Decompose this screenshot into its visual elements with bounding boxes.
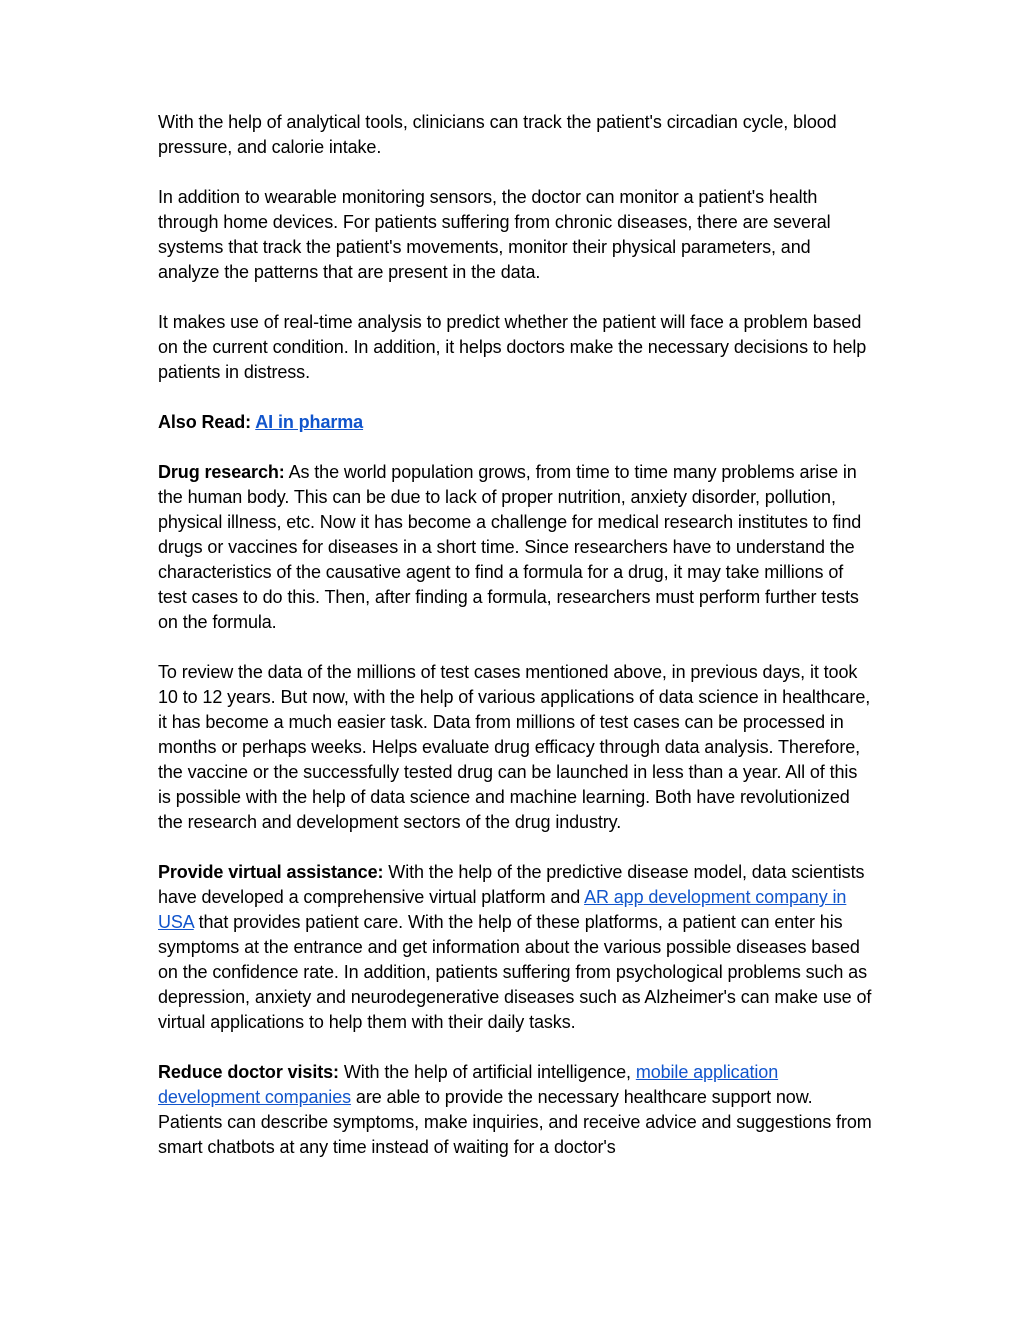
- ai-in-pharma-link[interactable]: AI in pharma: [255, 412, 364, 432]
- also-read-label: Also Read:: [158, 412, 256, 432]
- doctor-visits-text-after: are able to provide the necessary healthcare support now. Patients can describe symptoms, make inquiries, and receive advice and suggestions from smart chatbots at any time instead of waiting for a doctor's: [158, 1087, 872, 1157]
- also-read-paragraph: [158, 410, 873, 435]
- ar-app-development-link[interactable]: AR app development company in USA: [158, 887, 847, 932]
- paragraph-analytical-tools: With the help of analytical tools, clinicians can track the patient's circadian cycle, blood pressure, and calorie intake.: [158, 112, 837, 157]
- paragraph-test-cases: To review the data of the millions of test cases mentioned above, in previous days, it took 10 to 12 years. But now, with the help of various applications of data science in healthcare, it has become a much easier task. Data from millions of test cases can be processed in months or perhaps weeks. Helps evaluate drug efficacy through data analysis. Therefore, the vaccine or the successfully tested drug can be launched in less than a year. All of this is possible with the help of data science and machine learning. Both have revolutionized the research and development sectors of the drug industry.: [158, 662, 871, 832]
- drug-research-text: As the world population grows, from time to time many problems arise in the human body. This can be due to lack of proper nutrition, anxiety disorder, pollution, physical illness, etc. Now it has become a challenge for medical research institutes to find drugs or vaccines for diseases in a short time. Since researchers have to understand the characteristics of the causative agent to find a formula for a drug, it may take millions of test cases to do this. Then, after finding a formula, researchers must perform further tests on the formula.: [158, 462, 862, 632]
- doctor-visits-heading: Reduce doctor visits:: [158, 1062, 339, 1082]
- paragraph-wearable-sensors: In addition to wearable monitoring sensors, the doctor can monitor a patient's health through home devices. For patients suffering from chronic diseases, there are several systems that track the patient's movements, monitor their physical parameters, and analyze the patterns that are present in the data.: [158, 187, 831, 282]
- mobile-app-development-link[interactable]: mobile application development companies: [158, 1062, 779, 1107]
- paragraph-drug-research: [158, 460, 873, 635]
- paragraph-doctor-visits: [158, 1060, 873, 1160]
- virtual-assistance-heading: Provide virtual assistance:: [158, 862, 384, 882]
- doctor-visits-text-before: With the help of artificial intelligence,: [338, 1062, 636, 1082]
- virtual-assistance-text-before: With the help of the predictive disease model, data scientists have developed a comprehensive virtual platform and: [158, 862, 865, 907]
- document-page: [158, 110, 873, 1185]
- paragraph-real-time-analysis: It makes use of real-time analysis to predict whether the patient will face a problem based on the current condition. In addition, it helps doctors make the necessary decisions to help patients in distress.: [158, 312, 867, 382]
- drug-research-heading: Drug research:: [158, 462, 285, 482]
- paragraph-virtual-assistance: [158, 860, 873, 1035]
- virtual-assistance-text-after: that provides patient care. With the help of these platforms, a patient can enter his symptoms at the entrance and get information about the various possible diseases based on the confidence rate. In addition, patients suffering from psychological problems such as depression, anxiety and neurodegenerative diseases such as Alzheimer's can make use of virtual applications to help them with their daily tasks.: [158, 912, 872, 1032]
